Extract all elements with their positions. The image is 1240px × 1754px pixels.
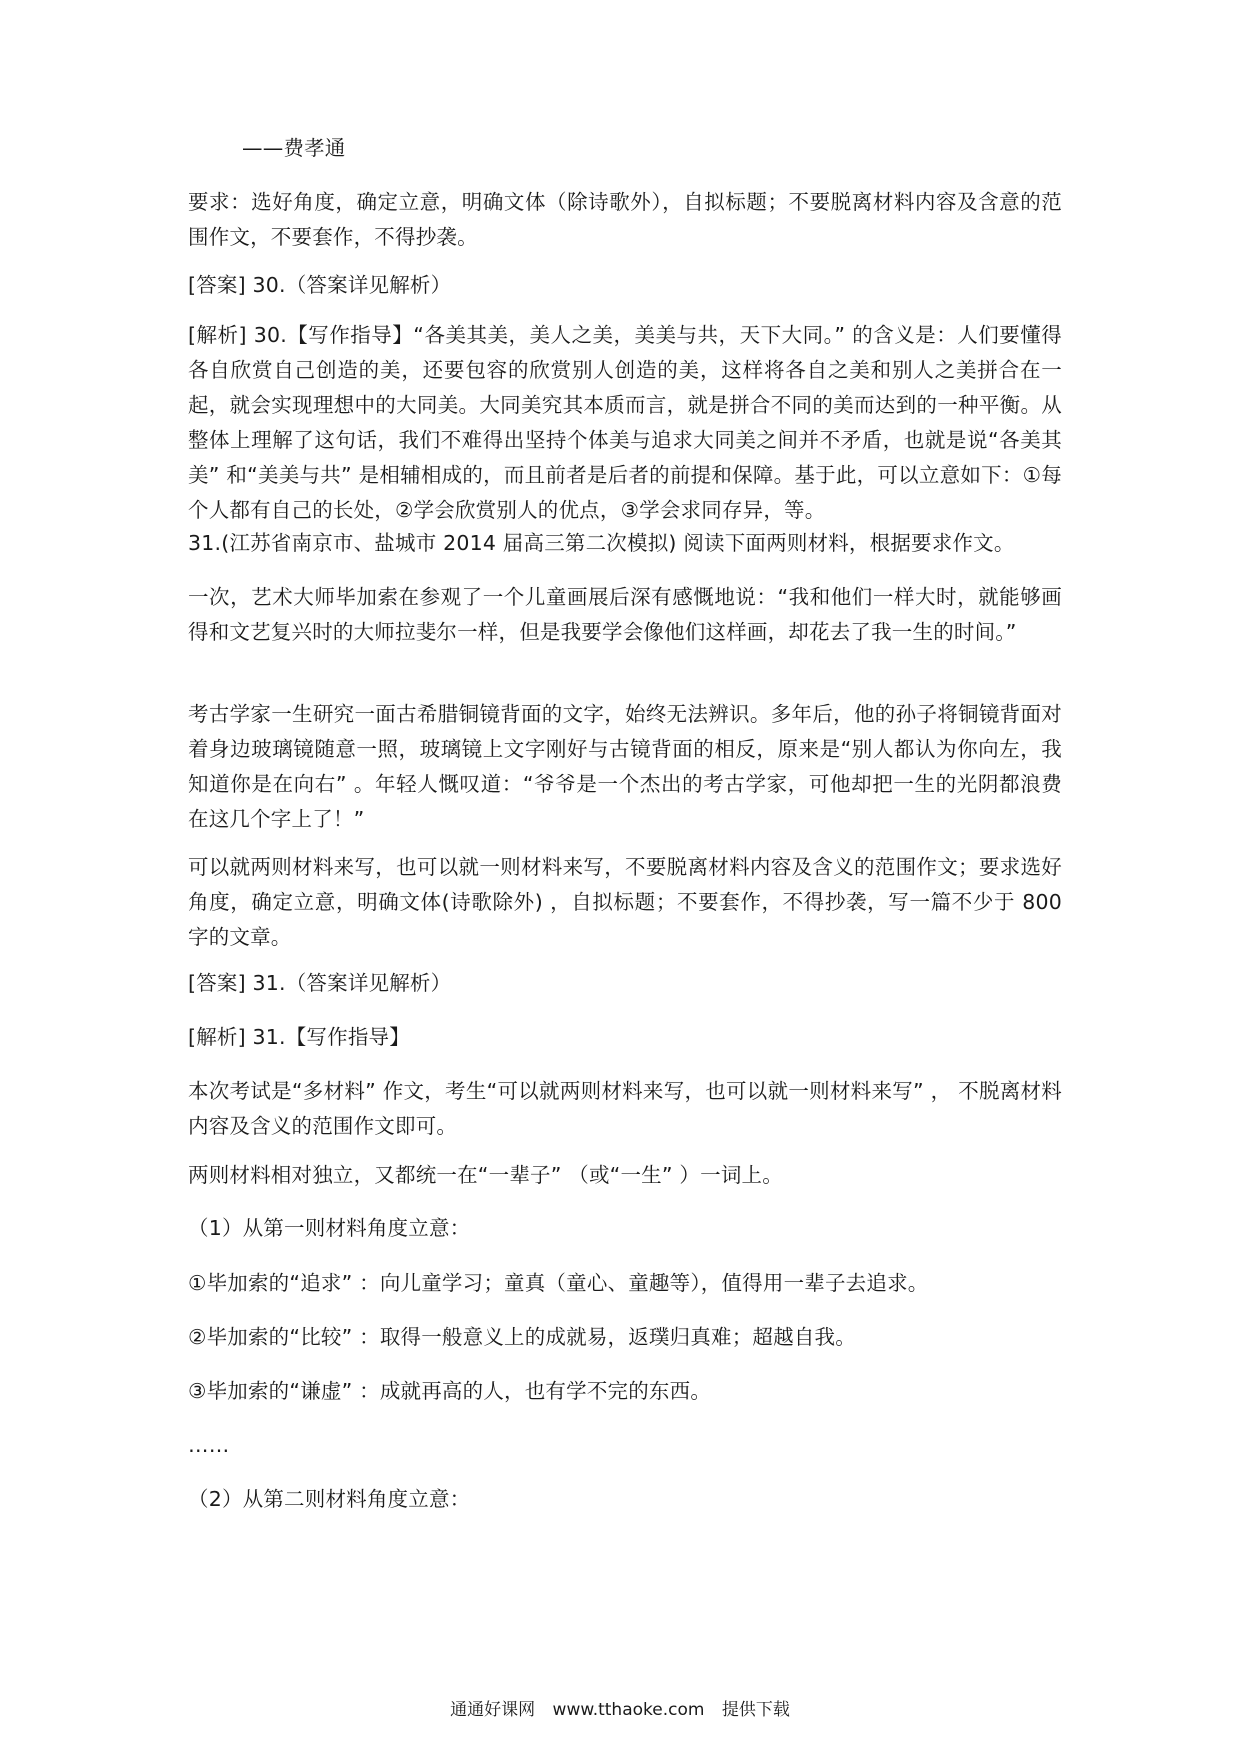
attribution: ——费孝通 [242, 136, 346, 160]
q31-material-2: 考古学家一生研究一面古希腊铜镜背面的文字，始终无法辨识。多年后，他的孙子将铜镜背面对着身边玻璃镜随意一照，玻璃镜上文字刚好与古镜背面的相反，原来是“别人都认为你向左，我知道你是在向右” 。年轻人慨叹道：“爷爷是一个杰出的考古学家，可他却把一生的光阴都浪费在这几个字上了！” [188, 702, 1062, 831]
footer-suffix: 提供下载 [721, 1700, 790, 1720]
footer-url[interactable]: www.tthaoke.com [552, 1700, 705, 1720]
q31-item-2: ②毕加索的“比较” ：取得一般意义上的成就易，返璞归真难；超越自我。 [188, 1325, 856, 1349]
q30-analysis: [解析] 30.【写作指导】“各美其美，美人之美，美美与共，天下大同。” 的含义是：人们要懂得各自欣赏自己创造的美，还要包容的欣赏别人创造的美，这样将各自之美和别人之美拼合在一起，就会实现理想中的大同美。大同美究其本质而言，就是拼合不同的美而达到的一种平衡。从整体上理解了这句话，我们不难得出坚持个体美与追求大同美之间并不矛盾，也就是说“各美其美” 和“美美与共” 是相辅相成的，而且前者是后者的前提和保障。基于此，可以立意如下：①每个人都有自己的长处，②学会欣赏别人的优点，③学会求同存异，等。 [188, 323, 1062, 522]
q31-material-1: 一次，艺术大师毕加索在参观了一个儿童画展后深有感慨地说：“我和他们一样大时，就能够画得和文艺复兴时的大师拉斐尔一样，但是我要学会像他们这样画，却花去了我一生的时间。” [188, 585, 1062, 644]
q31-section-2: （2）从第二则材料角度立意： [188, 1487, 471, 1511]
q30-answer: [答案] 30.（答案详见解析） [188, 273, 452, 297]
page-footer [0, 1698, 1240, 1722]
q31-ellipsis: …… [188, 1433, 230, 1457]
q31-paragraph-1: 本次考试是“多材料” 作文，考生“可以就两则材料来写，也可以就一则材料来写” ， 不脱离材料内容及含义的范围作文即可。 [188, 1079, 1062, 1138]
q30-requirement: 要求：选好角度，确定立意，明确文体（除诗歌外），自拟标题；不要脱离材料内容及含意的范围作文，不要套作，不得抄袭。 [188, 190, 1062, 249]
q31-item-3: ③毕加索的“谦虚” ：成就再高的人，也有学不完的东西。 [188, 1379, 712, 1403]
q31-title: 31.(江苏省南京市、盐城市 2014 届高三第二次模拟) 阅读下面两则材料，根据要求作文。 [188, 531, 1015, 555]
q31-section-1: （1）从第一则材料角度立意： [188, 1216, 471, 1240]
q31-item-1: ①毕加索的“追求” ：向儿童学习；童真（童心、童趣等），值得用一辈子去追求。 [188, 1271, 929, 1295]
q31-requirement: 可以就两则材料来写，也可以就一则材料来写，不要脱离材料内容及含义的范围作文；要求选好角度，确定立意，明确文体(诗歌除外) ，自拟标题；不要套作，不得抄袭，写一篇不少于 800 字的文章。 [188, 855, 1062, 949]
q31-paragraph-2: 两则材料相对独立，又都统一在“一辈子” （或“一生” ）一词上。 [188, 1163, 783, 1187]
q31-answer: [答案] 31.（答案详见解析） [188, 971, 452, 995]
footer-site-name: 通通好课网 [450, 1700, 536, 1720]
q31-analysis-head: [解析] 31.【写作指导】 [188, 1025, 410, 1049]
